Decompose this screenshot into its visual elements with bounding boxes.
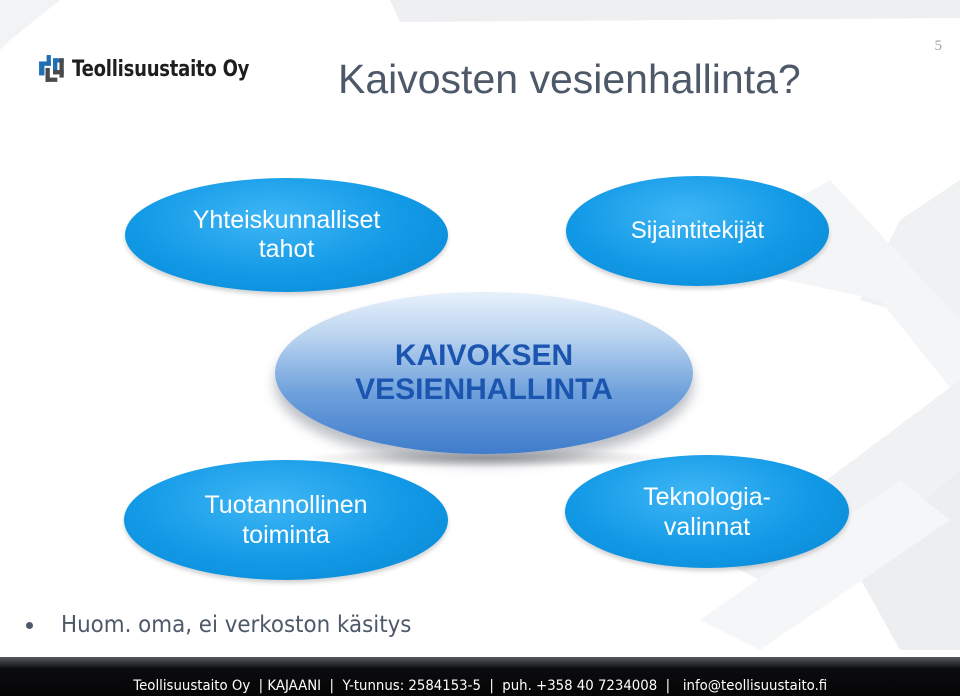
logo-text: Teollisuustaito Oy: [71, 56, 250, 82]
footer-bar: [0, 657, 960, 696]
bullet-item: [26, 612, 438, 638]
ellipse-yhteiskunnalliset-tahot: [125, 178, 448, 292]
center-label-line1: KAIVOKSEN: [394, 339, 574, 372]
ellipse-teknologiavalinnat: [565, 455, 849, 568]
center-label-line2: VESIENHALLINTA: [355, 373, 613, 406]
bullet-icon: [26, 622, 33, 629]
logo-mark-icon: [38, 41, 66, 97]
ellipse-sijaintitekijat: [566, 176, 829, 286]
ellipse-label: Sijaintitekijät: [630, 217, 765, 244]
center-ellipse-kaivoksen-vesienhallinta: [275, 292, 693, 454]
ellipse-label-line2: valinnat: [663, 512, 751, 541]
ellipse-label-line1: Yhteiskunnalliset: [192, 206, 381, 234]
ellipse-label-line1: Teknologia-: [643, 482, 771, 511]
slide-title: Kaivosten vesienhallinta?: [338, 56, 801, 102]
ellipse-label-line2: toiminta: [242, 521, 330, 549]
footer-contact-text: Teollisuustaito Oy | KAJAANI | Y-tunnus: 2584153-5 | puh. +358 40 7234008 | info@teollisuustaito.fi: [133, 678, 827, 694]
ellipse-tuotannollinen-toiminta: [124, 460, 448, 580]
ellipse-label-line2: tahot: [258, 235, 315, 263]
slide-number: 5: [934, 38, 942, 54]
bullet-text: Huom. oma, ei verkoston käsitys: [61, 612, 412, 638]
company-logo: [38, 38, 288, 100]
ellipse-label-line1: Tuotannollinen: [204, 491, 368, 519]
